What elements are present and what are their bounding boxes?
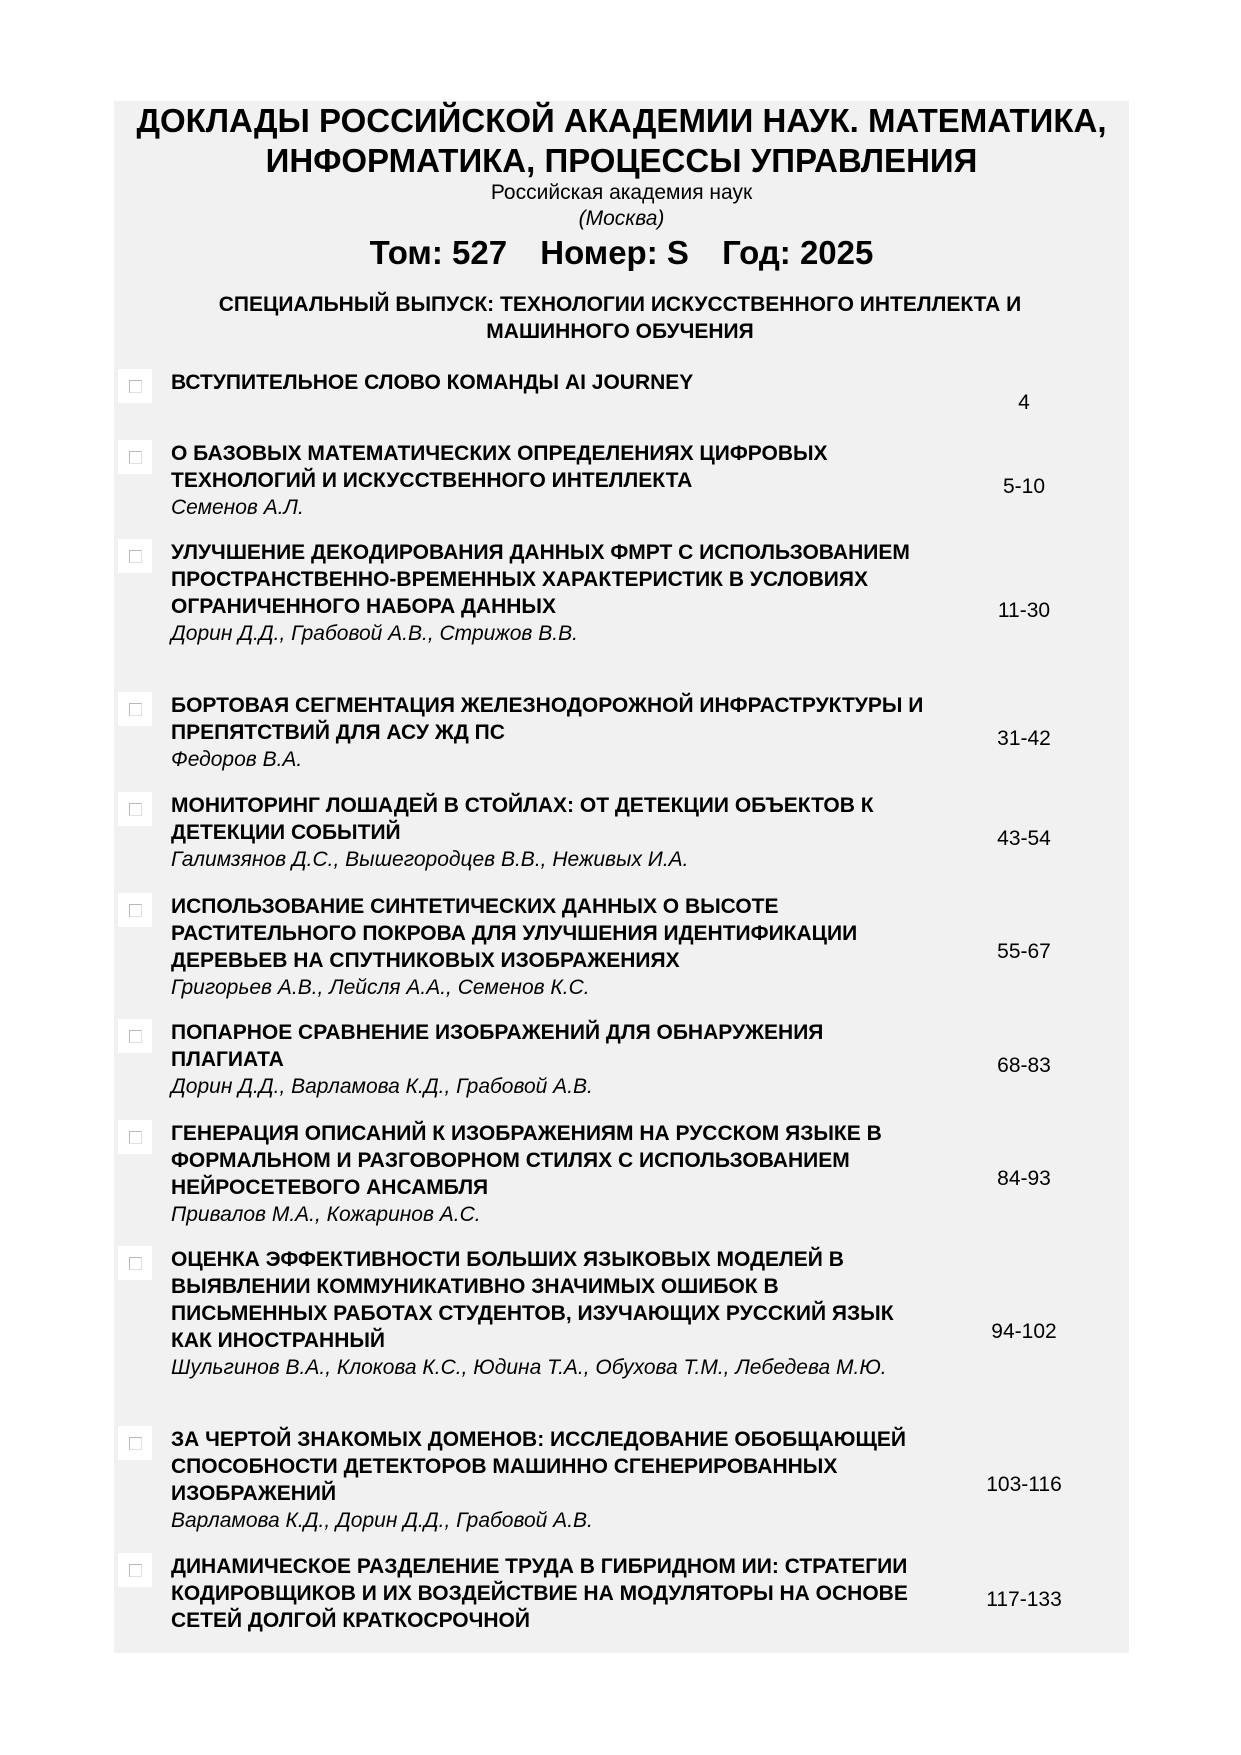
journal-title: ДОКЛАДЫ РОССИЙСКОЙ АКАДЕМИИ НАУК. МАТЕМАТИКА, ИНФОРМАТИКА, ПРОЦЕССЫ УПРАВЛЕНИЯ (136, 102, 1107, 179)
article-title-link[interactable]: ЗА ЧЕРТОЙ ЗНАКОМЫХ ДОМЕНОВ: ИССЛЕДОВАНИЕ ОБОБЩАЮЩЕЙ СПОСОБНОСТИ ДЕТЕКТОРОВ МАШИННО СГЕНЕРИРОВАННЫХ ИЗОБРАЖЕНИЙ (171, 1428, 906, 1505)
article-authors: Дорин Д.Д., Грабовой А.В., Стрижов В.В. (171, 622, 578, 645)
article-authors: Федоров В.А. (171, 748, 303, 771)
checkbox-icon (129, 803, 142, 816)
year-label: Год: 2025 (722, 234, 874, 271)
article-pages: 43-54 (997, 827, 1051, 850)
publisher-city: (Москва) (578, 207, 665, 230)
article-pages: 68-83 (997, 1054, 1051, 1077)
select-checkbox[interactable] (118, 1553, 152, 1587)
article-body (171, 1120, 931, 1228)
article-pages: 84-93 (997, 1167, 1051, 1190)
article-body (171, 440, 931, 521)
select-checkbox[interactable] (118, 792, 152, 826)
volume-label: Том: 527 (369, 234, 508, 271)
checkbox-icon (129, 1030, 142, 1043)
article-title-link[interactable]: МОНИТОРИНГ ЛОШАДЕЙ В СТОЙЛАХ: ОТ ДЕТЕКЦИИ ОБЪЕКТОВ К ДЕТЕКЦИИ СОБЫТИЙ (171, 794, 874, 844)
issue-info (114, 230, 1129, 276)
number-label: Номер: S (540, 234, 689, 271)
checkbox-icon (129, 1437, 142, 1450)
article-title-link[interactable]: ОЦЕНКА ЭФФЕКТИВНОСТИ БОЛЬШИХ ЯЗЫКОВЫХ МОДЕЛЕЙ В ВЫЯВЛЕНИИ КОММУНИКАТИВНО ЗНАЧИМЫХ ОШИБОК В ПИСЬМЕННЫХ РАБОТАХ СТУДЕНТОВ, ИЗУЧАЮЩИХ РУССКИЙ ЯЗЫК КАК ИНОСТРАННЫЙ (171, 1248, 894, 1352)
select-checkbox[interactable] (118, 539, 152, 573)
article-body (171, 369, 931, 396)
article-authors: Варламова К.Д., Дорин Д.Д., Грабовой А.В. (171, 1509, 593, 1532)
article-title-link[interactable]: О БАЗОВЫХ МАТЕМАТИЧЕСКИХ ОПРЕДЕЛЕНИЯХ ЦИФРОВЫХ ТЕХНОЛОГИЙ И ИСКУССТВЕННОГО ИНТЕЛЛЕКТА (171, 442, 828, 492)
section-title: СПЕЦИАЛЬНЫЙ ВЫПУСК: ТЕХНОЛОГИИ ИСКУССТВЕННОГО ИНТЕЛЛЕКТА И МАШИННОГО ОБУЧЕНИЯ (218, 293, 1022, 343)
checkbox-icon (129, 451, 142, 464)
article-pages: 11-30 (997, 599, 1051, 622)
select-checkbox[interactable] (118, 369, 152, 403)
select-checkbox[interactable] (118, 1246, 152, 1280)
checkbox-icon (129, 703, 142, 716)
article-pages: 103-116 (986, 1473, 1062, 1496)
article-body (171, 692, 931, 773)
checkbox-icon (129, 550, 142, 563)
select-checkbox[interactable] (118, 1120, 152, 1154)
article-title-link[interactable]: ГЕНЕРАЦИЯ ОПИСАНИЙ К ИЗОБРАЖЕНИЯМ НА РУССКОМ ЯЗЫКЕ В ФОРМАЛЬНОМ И РАЗГОВОРНОМ СТИЛЯХ С ИСПОЛЬЗОВАНИЕМ НЕЙРОСЕТЕВОГО АНСАМБЛЯ (171, 1122, 882, 1199)
article-title-link[interactable]: ИСПОЛЬЗОВАНИЕ СИНТЕТИЧЕСКИХ ДАННЫХ О ВЫСОТЕ РАСТИТЕЛЬНОГО ПОКРОВА ДЛЯ УЛУЧШЕНИЯ ИДЕНТИФИКАЦИИ ДЕРЕВЬЕВ НА СПУТНИКОВЫХ ИЗОБРАЖЕНИЯХ (171, 895, 858, 972)
select-checkbox[interactable] (118, 692, 152, 726)
article-title-link[interactable]: ВСТУПИТЕЛЬНОЕ СЛОВО КОМАНДЫ AI JOURNEY (171, 371, 694, 394)
article-title-link[interactable]: ДИНАМИЧЕСКОЕ РАЗДЕЛЕНИЕ ТРУДА В ГИБРИДНОМ ИИ: СТРАТЕГИИ КОДИРОВЩИКОВ И ИХ ВОЗДЕЙСТВИЕ НА МОДУЛЯТОРЫ НА ОСНОВЕ СЕТЕЙ ДОЛГОЙ КРАТКОСРОЧНОЙ (171, 1555, 908, 1632)
article-pages: 5-10 (1002, 475, 1046, 498)
article-body (171, 1019, 931, 1100)
select-checkbox[interactable] (118, 893, 152, 927)
article-body (171, 1426, 931, 1534)
article-pages: 31-42 (997, 727, 1051, 750)
article-title-link[interactable]: УЛУЧШЕНИЕ ДЕКОДИРОВАНИЯ ДАННЫХ ФМРТ С ИСПОЛЬЗОВАНИЕМ ПРОСТРАНСТВЕННО-ВРЕМЕННЫХ ХАРАКТЕРИСТИК В УСЛОВИЯХ ОГРАНИЧЕННОГО НАБОРА ДАННЫХ (171, 541, 910, 618)
checkbox-icon (129, 380, 142, 393)
article-authors: Семенов А.Л. (171, 496, 304, 519)
article-body (171, 893, 931, 1001)
article-pages: 55-67 (997, 940, 1051, 963)
article-pages: 94-102 (991, 1320, 1057, 1343)
article-pages: 4 (1018, 391, 1030, 414)
checkbox-icon (129, 904, 142, 917)
article-body (171, 1246, 931, 1381)
article-body (171, 1553, 931, 1634)
article-authors: Шульгинов В.А., Клокова К.С., Юдина Т.А., Обухова Т.М., Лебедева М.Ю. (171, 1356, 887, 1379)
article-pages: 117-133 (986, 1588, 1062, 1611)
select-checkbox[interactable] (118, 1426, 152, 1460)
checkbox-icon (129, 1131, 142, 1144)
checkbox-icon (129, 1257, 142, 1270)
article-authors: Галимзянов Д.С., Вышегородцев В.В., Неживых И.А. (171, 848, 689, 871)
checkbox-icon (129, 1564, 142, 1577)
article-title-link[interactable]: ПОПАРНОЕ СРАВНЕНИЕ ИЗОБРАЖЕНИЙ ДЛЯ ОБНАРУЖЕНИЯ ПЛАГИАТА (171, 1021, 824, 1071)
publisher-name: Российская академия наук (490, 181, 753, 204)
article-authors: Григорьев А.В., Лейсля А.А., Семенов К.С. (171, 976, 590, 999)
article-authors: Привалов М.А., Кожаринов А.С. (171, 1203, 481, 1226)
article-body (171, 792, 931, 873)
article-authors: Дорин Д.Д., Варламова К.Д., Грабовой А.В. (171, 1075, 593, 1098)
select-checkbox[interactable] (118, 440, 152, 474)
article-title-link[interactable]: БОРТОВАЯ СЕГМЕНТАЦИЯ ЖЕЛЕЗНОДОРОЖНОЙ ИНФРАСТРУКТУРЫ И ПРЕПЯТСТВИЙ ДЛЯ АСУ ЖД ПС (171, 694, 924, 744)
select-checkbox[interactable] (118, 1019, 152, 1053)
article-body (171, 539, 931, 647)
